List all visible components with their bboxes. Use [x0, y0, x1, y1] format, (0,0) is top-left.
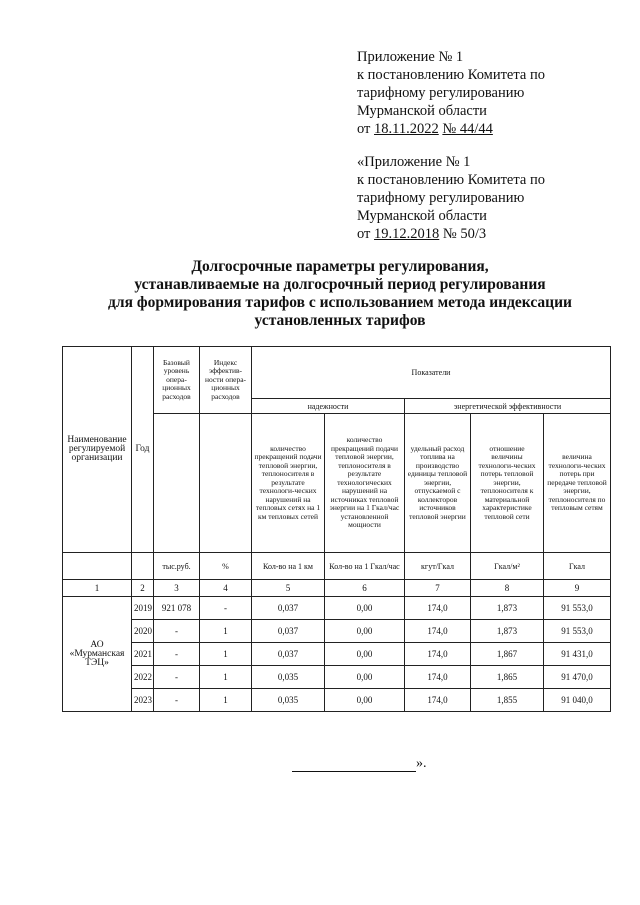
cell-c5: 91 040,0	[544, 689, 611, 712]
header-col-loss-ratio: отношение величины технологи-ческих потерь тепловой энергии, теплоносителя к материальной характеристике тепловой сети	[471, 414, 544, 553]
cell-base: -	[154, 666, 200, 689]
header-col-losses: величина технологи-ческих потерь при передаче тепловой энергии, теплоносителя по тепловым сетям	[544, 414, 611, 553]
cell-index: 1	[200, 666, 252, 689]
cell-c5: 91 470,0	[544, 666, 611, 689]
appendix-date-line	[357, 120, 545, 138]
cell-c2: 0,00	[325, 689, 405, 712]
cell-index: 1	[200, 689, 252, 712]
header-reliability: надежности	[252, 399, 405, 414]
column-number: 6	[325, 580, 405, 597]
cell-base: -	[154, 620, 200, 643]
cell-c4: 1,865	[471, 666, 544, 689]
cell-c2: 0,00	[325, 643, 405, 666]
cell-c1: 0,035	[252, 666, 325, 689]
header-year: Год	[132, 347, 154, 553]
appendix-from: от	[357, 226, 371, 242]
cell-year: 2019	[132, 597, 154, 620]
appendix-date: 18.11.2022	[374, 121, 439, 137]
unit-c4: Гкал/м²	[471, 553, 544, 580]
header-energy-efficiency: энергетической эффективности	[405, 399, 611, 414]
cell-c3: 174,0	[405, 620, 471, 643]
cell-c3: 174,0	[405, 643, 471, 666]
header-base-level: Базовый уровень опера-ционных расходов	[154, 347, 200, 414]
appendix-line: «Приложение № 1	[357, 154, 471, 170]
cell-year: 2022	[132, 666, 154, 689]
appendix-from: от	[357, 121, 371, 137]
header-index-empty	[200, 414, 252, 553]
appendix-number: № 44/44	[442, 121, 493, 137]
column-number: 2	[132, 580, 154, 597]
cell-c4: 1,873	[471, 597, 544, 620]
closing-line	[292, 756, 427, 772]
header-base-empty	[154, 414, 200, 553]
cell-index: -	[200, 597, 252, 620]
cell-c2: 0,00	[325, 620, 405, 643]
appendix-line: Мурманской области	[357, 103, 487, 119]
title-line: для формирования тарифов с использованием метода индексации	[108, 294, 572, 311]
cell-c2: 0,00	[325, 597, 405, 620]
appendix-line: тарифному регулированию	[357, 85, 525, 101]
unit-c3: кгут/Гкал	[405, 553, 471, 580]
header-indicators: Показатели	[252, 347, 611, 399]
appendix-line: Мурманской области	[357, 208, 487, 224]
cell-c2: 0,00	[325, 666, 405, 689]
cell-c3: 174,0	[405, 689, 471, 712]
cell-base: -	[154, 643, 200, 666]
unit-c5: Гкал	[544, 553, 611, 580]
header-col-interruptions-gcal: количество прекращений подачи тепловой энергии, теплоносителя в результате технологических нарушений на источниках тепловой энергии на 1 Гкал/час установленной мощности	[325, 414, 405, 553]
unit-base: тыс.руб.	[154, 553, 200, 580]
title-line: устанавливаемые на долгосрочный период регулирования	[134, 276, 546, 293]
cell-year: 2020	[132, 620, 154, 643]
column-number: 9	[544, 580, 611, 597]
closing-underline	[292, 761, 416, 772]
cell-index: 1	[200, 643, 252, 666]
appendix-line: Приложение № 1	[357, 49, 464, 65]
unit-index: %	[200, 553, 252, 580]
column-number: 7	[405, 580, 471, 597]
cell-c4: 1,873	[471, 620, 544, 643]
parameters-table	[62, 346, 611, 712]
document-title	[60, 258, 620, 330]
cell-c5: 91 553,0	[544, 620, 611, 643]
appendix-header-current	[357, 48, 545, 138]
title-line: установленных тарифов	[254, 312, 426, 329]
cell-c4: 1,855	[471, 689, 544, 712]
column-number: 3	[154, 580, 200, 597]
cell-c1: 0,037	[252, 620, 325, 643]
header-col-fuel-rate: удельный расход топлива на производство единицы тепловой энергии, отпускаемой с коллекторов источников тепловой энергии	[405, 414, 471, 553]
column-number: 1	[63, 580, 132, 597]
title-line: Долгосрочные параметры регулирования,	[191, 258, 489, 275]
cell-c1: 0,037	[252, 597, 325, 620]
appendix-date: 19.12.2018	[374, 226, 440, 242]
cell-c3: 174,0	[405, 597, 471, 620]
cell-c1: 0,037	[252, 643, 325, 666]
closing-quote: ».	[416, 756, 427, 771]
cell-base: 921 078	[154, 597, 200, 620]
unit-empty	[63, 553, 132, 580]
header-col-interruptions-km: количество прекращений подачи тепловой энергии, теплоносителя в результате технологи-ческих нарушений на тепловых сетях на 1 км тепловых сетей	[252, 414, 325, 553]
appendix-line: к постановлению Комитета по	[357, 172, 545, 188]
cell-year: 2021	[132, 643, 154, 666]
cell-year: 2023	[132, 689, 154, 712]
organization-name: АО «Мурманская ТЭЦ»	[63, 597, 132, 712]
column-number: 8	[471, 580, 544, 597]
appendix-date-line	[357, 225, 545, 243]
cell-c5: 91 553,0	[544, 597, 611, 620]
column-number: 4	[200, 580, 252, 597]
cell-index: 1	[200, 620, 252, 643]
unit-c2: Кол-во на 1 Гкал/час	[325, 553, 405, 580]
cell-c5: 91 431,0	[544, 643, 611, 666]
unit-empty	[132, 553, 154, 580]
cell-c3: 174,0	[405, 666, 471, 689]
cell-base: -	[154, 689, 200, 712]
appendix-line: к постановлению Комитета по	[357, 67, 545, 83]
cell-c1: 0,035	[252, 689, 325, 712]
header-efficiency-index: Индекс эффектив-ности опера-ционных расходов	[200, 347, 252, 414]
cell-c4: 1,867	[471, 643, 544, 666]
unit-c1: Кол-во на 1 км	[252, 553, 325, 580]
appendix-header-original	[357, 153, 545, 243]
header-organization: Наименование регулируемой организации	[63, 347, 132, 553]
appendix-line: тарифному регулированию	[357, 190, 525, 206]
column-number: 5	[252, 580, 325, 597]
appendix-number: № 50/3	[442, 226, 487, 242]
